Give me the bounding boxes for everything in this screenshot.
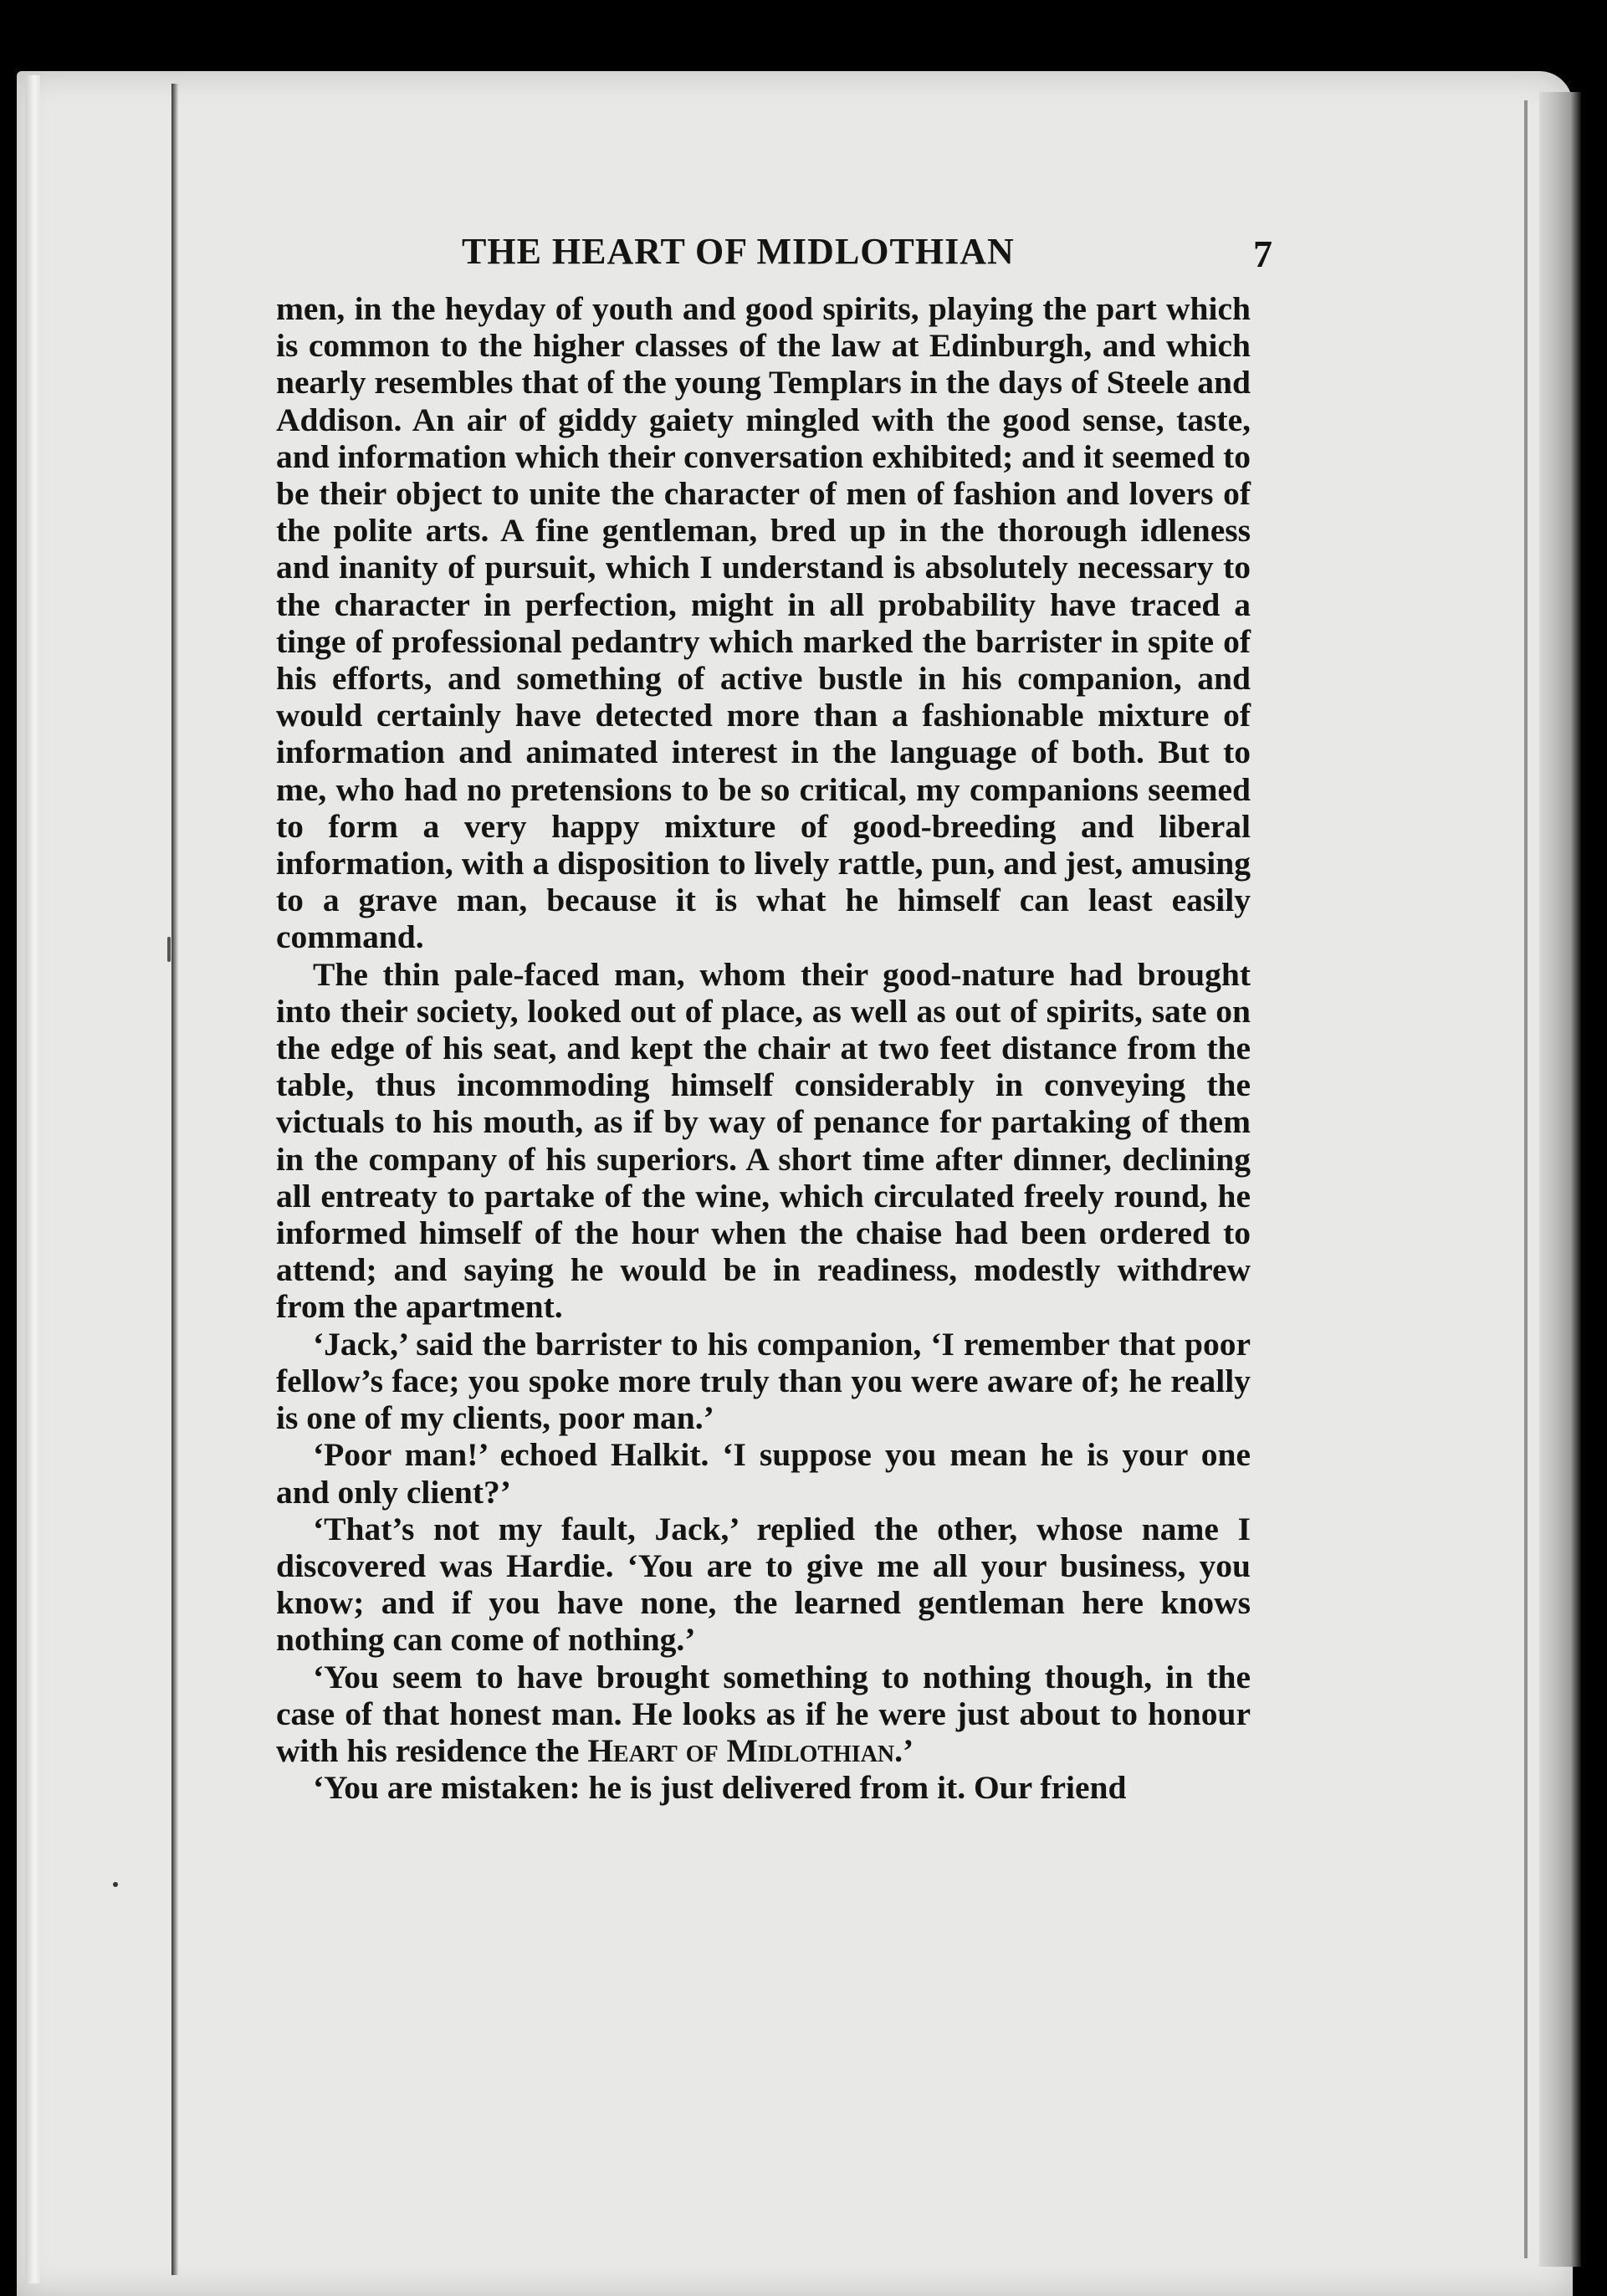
paragraph-1: men, in the heyday of youth and good spirits, playing the part which is common to the higher classes of the law at Edinburgh, and which nearly resembles that of the young Templars in the days of Steele and Addison. An air of giddy gaiety mingled with the good sense, taste, and information which their conversation exhibited; and it seemed to be their object to unite the character of men of fashion and lovers of the polite arts. A fine gentleman, bred up in the thorough idleness and inanity of pursuit, which I understand is absolutely necessary to the character in perfection, might in all probability have traced a tinge of professional pedantry which marked the barrister in spite of his efforts, and something of active bustle in his companion, and would certainly have detected more than a fashionable mixture of information and animated interest in the language of both. But to me, who had no pretensions to be so critical, my companions seemed to form a very happy mixture of good-breeding and liberal information, with a disposition to lively rattle, pun, and jest, amusing to a grave man, because it is what he himself can least easily command.: [276, 290, 1251, 956]
scan-speck: [167, 937, 171, 962]
paragraph-3: ‘Jack,’ said the barrister to his companion, ‘I remember that poor fellow’s face; you spoke more truly than you were aware of; he really is one of my clients, poor man.’: [276, 1325, 1251, 1437]
paragraph-6-end: .’: [894, 1731, 914, 1769]
paragraph-6-text: ‘You seem to have brought something to nothing though, in the case of that honest man. He looks as if he were just about to honour with his residence the: [276, 1658, 1251, 1769]
paragraph-6: [276, 1659, 1251, 1770]
page-gutter-left: [25, 75, 40, 2283]
paragraph-5: ‘That’s not my fault, Jack,’ replied the other, whose name I discovered was Hardie. ‘You are to give me all your business, you know; and if you have none, the learned gentleman here knows nothing can come of nothing.’: [276, 1510, 1251, 1659]
body-text: [276, 290, 1251, 1806]
page-edge-line: [1524, 100, 1528, 2258]
running-head: [276, 222, 1272, 289]
running-title: THE HEART OF MIDLOTHIAN: [462, 231, 1015, 272]
paragraph-7: ‘You are mistaken: he is just delivered from it. Our friend: [313, 1769, 1127, 1807]
page-number: 7: [1253, 233, 1272, 275]
scan-speck: [113, 1882, 118, 1887]
paragraph-2: The thin pale-faced man, whom their good-nature had brought into their society, looked out of place, as well as out of spirits, sate on the edge of his seat, and kept the chair at two feet distance from the table, thus incommoding himself considerably in conveying the victuals to his mouth, as if by way of penance for partaking of them in the company of his superiors. A short time after dinner, declining all entreaty to partake of the wine, which circulated freely round, he informed himself of the hour when the chaise had been ordered to attend; and saying he would be in readiness, modestly withdrew from the apartment.: [276, 955, 1251, 1326]
page-fore-edge: [1539, 92, 1581, 2267]
book-title-small-caps: Heart of Midlothian: [587, 1731, 895, 1769]
page-content: [276, 222, 1272, 1807]
paragraph-4: ‘Poor man!’ echoed Halkit. ‘I suppose you mean he is your one and only client?’: [276, 1436, 1251, 1511]
binding-shadow: [171, 84, 178, 2275]
